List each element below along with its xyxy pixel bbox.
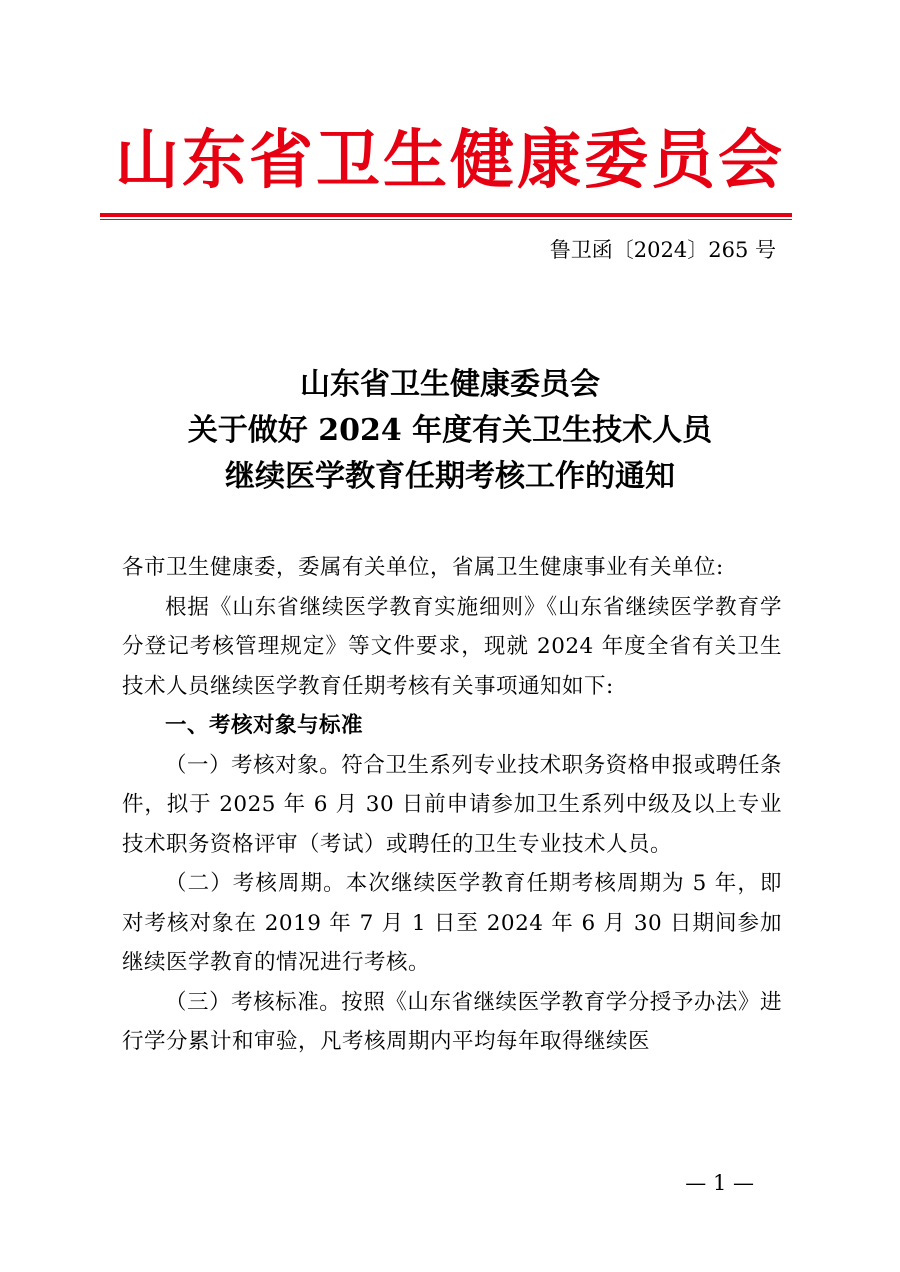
item-paragraph-2: （二）考核周期。本次继续医学教育任期考核周期为 5 年，即对考核对象在 2019 年 7 月 1 日至 2024 年 6 月 30 日期间参加继续医学教育的情况进行考核。 [122, 871, 782, 975]
red-divider-thick [100, 213, 792, 217]
salutation: 各市卫生健康委，委属有关单位，省属卫生健康事业有关单位: [122, 555, 724, 580]
org-header-title: 山东省卫生健康委员会 [115, 123, 785, 198]
document-number: 鲁卫函〔2024〕265 号 [549, 238, 776, 262]
red-divider-thin [100, 219, 792, 220]
title-line-3: 继续医学教育任期考核工作的通知 [225, 459, 675, 494]
item-paragraph-1: （一）考核对象。符合卫生系列专业技术职务资格申报或聘任条件，拟于 2025 年 6 月 30 日前申请参加卫生系列中级及以上专业技术职务资格评审（考试）或聘任的卫生专业技术人员。 [122, 752, 782, 857]
notice-title [100, 362, 800, 500]
page-number: — 1 — [685, 1171, 754, 1195]
notice-body [122, 548, 782, 1062]
section-heading: 一、考核对象与标准 [165, 713, 364, 738]
title-line-1: 山东省卫生健康委员会 [300, 367, 600, 402]
title-line-2: 关于做好 2024 年度有关卫生技术人员 [187, 413, 713, 448]
item-paragraph-3: （三）考核标准。按照《山东省继续医学教育学分授予办法》进行学分累计和审验，凡考核周期内平均每年取得继续医 [122, 989, 782, 1054]
intro-paragraph: 根据《山东省继续医学教育实施细则》《山东省继续医学教育学分登记考核管理规定》等文件要求，现就 2024 年度全省有关卫生技术人员继续医学教育任期考核有关事项通知如下: [122, 594, 782, 699]
